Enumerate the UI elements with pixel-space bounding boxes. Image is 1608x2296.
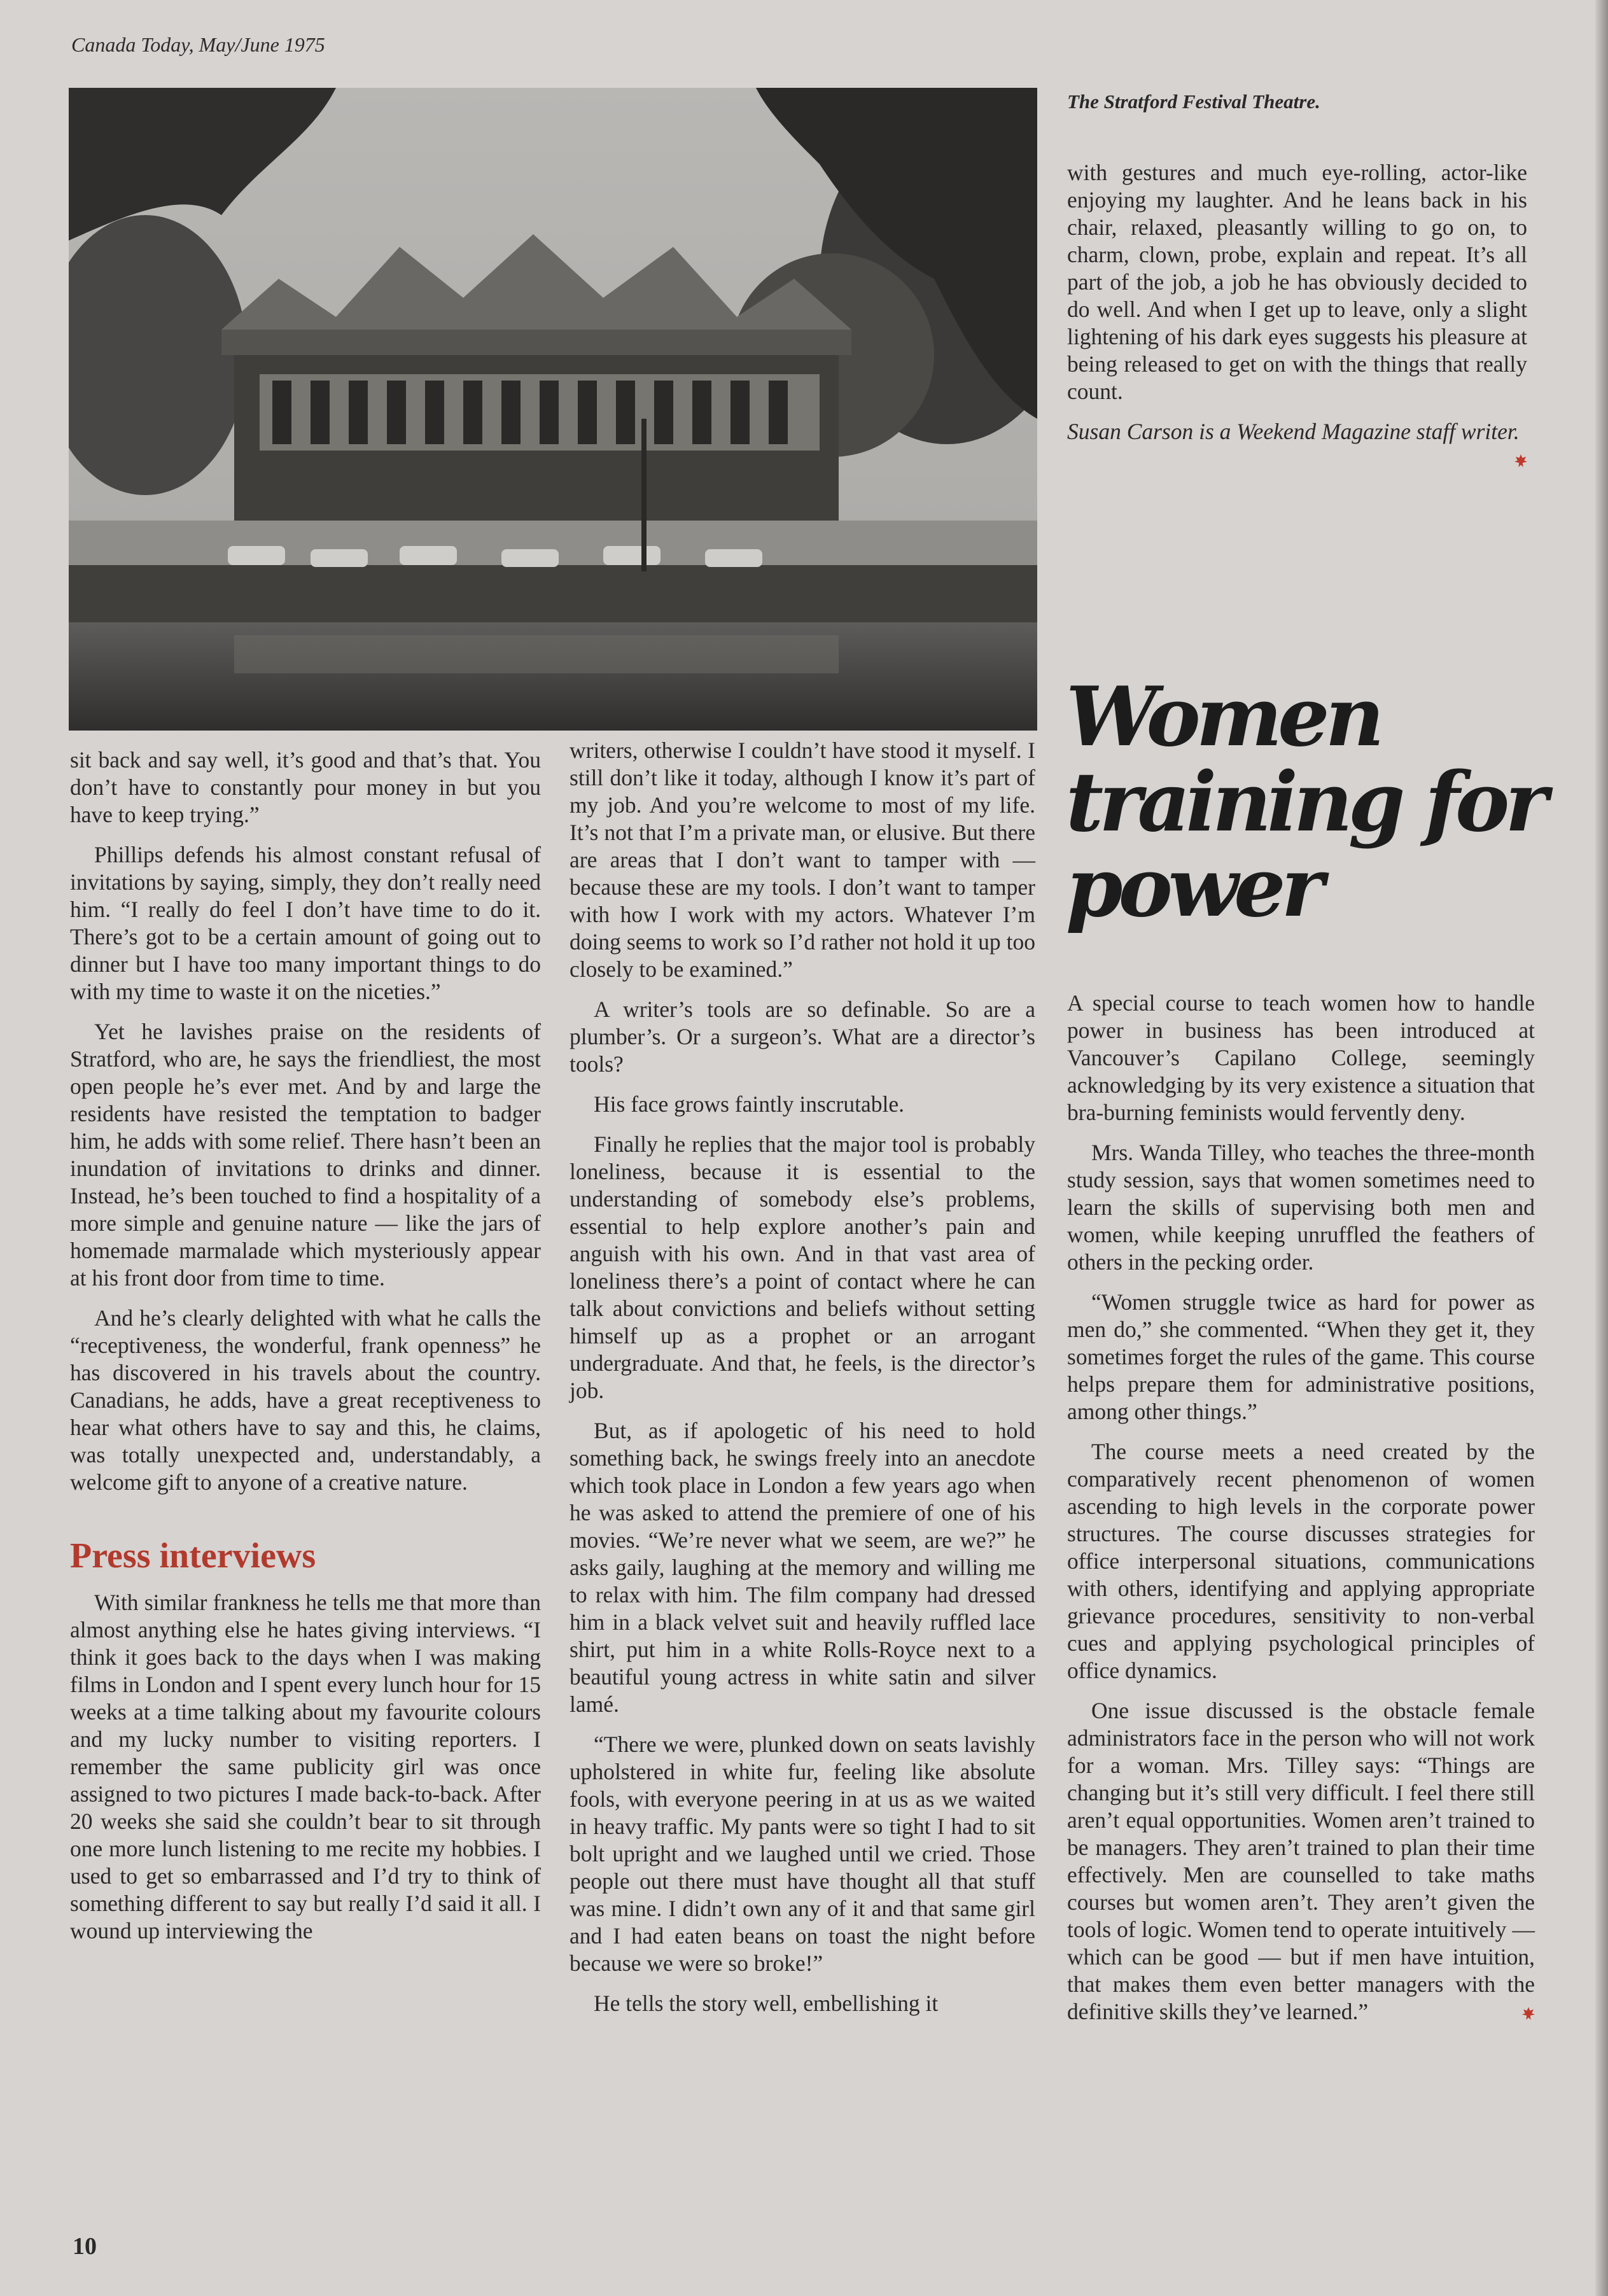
paragraph: But, as if apologetic of his need to hold something back, he swings freely into an anecdote which took place in London a few years ago when he was asked to attend the premiere of one of his movies. “We’re never what we seem, are we?” he asks gaily, laughing at the memory and willing me to relax with him. The film company had dressed him in a black velvet suit and heavily ruffled lace shirt, put him in a white Rolls-Royce next to a beautiful young actress in white satin and silver lamé. (570, 1418, 1035, 1717)
maple-leaf-icon (1514, 454, 1527, 467)
photo-caption: The Stratford Festival Theatre. (1067, 90, 1320, 113)
page-number: 10 (73, 2233, 97, 2260)
column-3-article (1067, 990, 1535, 2038)
theatre-photo-image (69, 88, 1037, 731)
column-1 (70, 746, 541, 1957)
theatre-photo (69, 88, 1037, 731)
paragraph: “There we were, plunked down on seats lavishly upholstered in white fur, feeling like absolute fools, with everyone peering in at us as we waited in heavy traffic. My pants were so tight I had to sit bolt upright and we laughed until we cried. Those people out there must have thought all that stuff was mine. I didn’t own any of it and that same girl and I had eaten beans on toast the night before because we were so broke!” (570, 1732, 1035, 1976)
paragraph: With similar frankness he tells me that more than almost anything else he hates giving interviews. “I think it goes back to the days when I was making films in London and I spent every lunch hour for 15 weeks at a time talking about my favourite colours and my lucky number to visiting reporters. I remember the same publicity girl was once assigned to two pictures I made back-to-back. After 20 weeks she said she couldn’t bear to sit through one more lunch listening to me recite my hobbies. I used to get so embarrassed and I’d try to think of something different to say but really I’d said it all. I wound up interviewing the (70, 1590, 541, 1943)
paragraph: Yet he lavishes praise on the residents of Stratford, who are, he says the friendliest, the most open people he’s ever met. And by and large the residents have resisted the temptation to badger him, he adds with some relief. There hasn’t been an inundation of invitations to drinks and dinner. Instead, he’s been touched to find a hospitality of a more simple and genuine nature — like the jars of homemade marmalade which mysteriously appear at his front door from time to time. (70, 1019, 541, 1291)
paragraph: And he’s clearly delighted with what he calls the “receptiveness, the wonderful, frank openness” he has discovered in his travels about the country. Canadians, he adds, have a great receptiveness to hear what others have to say and this, he claims, was totally unexpected and, understandably, a welcome gift to anyone of a creative nature. (70, 1305, 541, 1495)
headline-line: training for (1066, 755, 1544, 850)
paragraph: Phillips defends his almost constant refusal of invitations by saying, simply, they don’t really need him. “I really do feel I don’t have time to do it. There’s got to be a certain amount of going out to dinner but I have too many important things to do with my time to waste it on the niceties.” (70, 842, 541, 1004)
paragraph: “Women struggle twice as hard for power as men do,” she commented. “When they get it, they sometimes forget the rules of the game. This course helps prepare them for administrative positions, among other things.” (1067, 1289, 1535, 1424)
paragraph: A special course to teach women how to handle power in business has been introduced at Vancouver’s Capilano College, seemingly acknowledging by its very existence a situation that bra-burning feminists would fervently deny. (1067, 990, 1535, 1125)
paragraph: writers, otherwise I couldn’t have stood it myself. I still don’t like it today, although I know it’s part of my job. And you’re welcome to most of my life. It’s not that I’m a private man, or elusive. But there are areas that I don’t want to tamper with — because these are my tools. I don’t want to tamper with how I work with my actors. Whatever I’m doing seems to work so I’d rather not hold it up too closely to be examined.” (570, 738, 1035, 982)
byline (1067, 418, 1527, 445)
article-headline (1066, 669, 1549, 935)
maple-leaf-icon (1522, 2007, 1535, 2020)
paragraph: A writer’s tools are so definable. So are a plumber’s. Or a surgeon’s. What are a director’s tools? (570, 997, 1035, 1077)
paragraph-text: One issue discussed is the obstacle female administrators face in the person who will not work for a woman. Mrs. Tilley says: “Things are changing but it’s still very difficult. I feel there still aren’t equal opportunities. Women aren’t trained to be managers. They aren’t trained to plan their time effectively. Men are counselled to take maths courses but women aren’t. They aren’t given the tools of logic. Women tend to operate intuitively — which can be good — but if men have intuition, that makes them even better managers with the definitive skills they’ve learned.” (1067, 1698, 1535, 2024)
headline-line: Women (1066, 669, 1380, 765)
running-head: Canada Today, May/June 1975 (71, 33, 325, 56)
byline-text: Susan Carson is a Weekend Magazine staff writer. (1067, 419, 1520, 444)
column-3-top (1067, 159, 1527, 467)
page-edge-shadow (1595, 0, 1608, 2296)
paragraph: The course meets a need created by the comparatively recent phenomenon of women ascending to high levels in the corporate power structures. The course discusses strategies for office interpersonal situations, communications with others, identifying and applying appropriate grievance procedures, sensitivity to non-verbal cues and applying psychological principles of office dynamics. (1067, 1439, 1535, 1683)
column-2 (570, 737, 1035, 2030)
headline-line: power (1066, 840, 1320, 935)
paragraph: Finally he replies that the major tool is probably loneliness, because it is essential to the understanding of somebody else’s problems, essential to help explore another’s pain and anguish with his own. And in that vast area of loneliness there’s a point of contact where he can talk about convictions and beliefs without setting himself up as a prophet or an arrogant undergraduate. And that, he feels, is the director’s job. (570, 1131, 1035, 1403)
paragraph: He tells the story well, embellishing it (594, 1991, 939, 2016)
paragraph: sit back and say well, it’s good and that’s that. You don’t have to constantly pour money in but you have to keep trying.” (70, 747, 541, 827)
paragraph (1067, 1697, 1535, 2026)
paragraph: with gestures and much eye-rolling, actor-like enjoying my laughter. And he leans back in his chair, relaxed, pleasantly willing to go on, to charm, clown, probe, explain and repeat. It’s all part of the job, a job he has obviously decided to do well. And when I get up to leave, only a slight lightening of his dark eyes suggests his pleasure at being released to get on with the things that really count. (1067, 160, 1527, 404)
paragraph: Mrs. Wanda Tilley, who teaches the three-month study session, says that women sometimes need to learn the skills of supervising both men and women, while keeping unruffled the feathers of others in the pecking order. (1067, 1140, 1535, 1275)
paragraph: His face grows faintly inscrutable. (594, 1091, 904, 1117)
subhead-press-interviews: Press interviews (70, 1536, 316, 1576)
